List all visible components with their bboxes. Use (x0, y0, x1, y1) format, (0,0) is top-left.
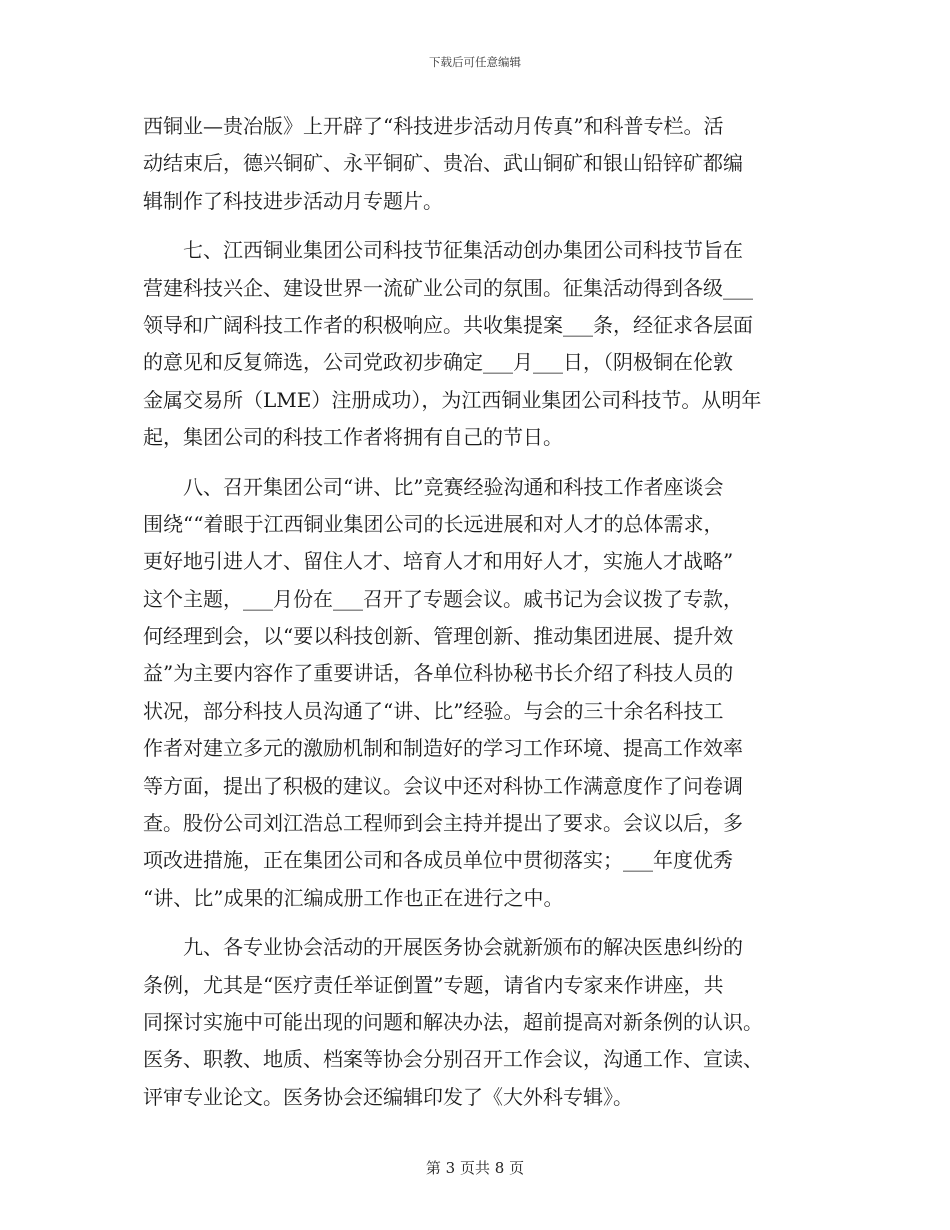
text-line: 查。股份公司刘江浩总工程师到会主持并提出了要求。会议以后，多 (143, 811, 743, 836)
text-line: 动结束后，德兴铜矿、永平铜矿、贵冶、武山铜矿和银山铅锌矿都编 (143, 151, 743, 176)
text-line: 起，集团公司的科技工作者将拥有自己的节日。 (143, 425, 563, 450)
text-line: 条例，尤其是“医疗责任举证倒置”专题，请省内专家来作讲座，共 (143, 972, 724, 997)
text-line: 辑制作了科技进步活动月专题片。 (143, 188, 443, 213)
paragraph (143, 929, 811, 1116)
text-line: 围绕““着眼于江西铜业集团公司的长远进展和对人才的总体需求， (143, 511, 724, 536)
paragraph-gap (143, 457, 811, 469)
text-line: 项改进措施，正在集团公司和各成员单位中贯彻落实；___年度优秀 (143, 848, 733, 873)
text-line: 同探讨实施中可能出现的问题和解决办法，超前提高对新条例的认识。 (143, 1009, 763, 1034)
paragraph-gap (143, 917, 811, 929)
text-line: 九、各专业协会活动的开展医务协会就新颁布的解决医患纠纷的 (143, 935, 743, 960)
text-line: 营建科技兴企、建设世界一流矿业公司的氛围。征集活动得到各级___ (143, 275, 753, 300)
paragraph (143, 108, 811, 220)
text-line: 医务、职教、地质、档案等协会分别召开工作会议，沟通工作、宣读、 (143, 1047, 763, 1072)
text-line: 金属交易所（LME）注册成功），为江西铜业集团公司科技节。从明年 (143, 387, 762, 412)
text-line: 益”为主要内容作了重要讲话，各单位科协秘书长介绍了科技人员的 (143, 661, 734, 686)
text-line: 何经理到会，以“要以科技创新、管理创新、推动集团进展、提升效 (143, 624, 734, 649)
document-body (143, 108, 811, 1116)
text-line: 状况，部分科技人员沟通了“讲、比”经验。与会的三十余名科技工 (143, 698, 724, 723)
text-line: 八、召开集团公司“讲、比”竞赛经验沟通和科技工作者座谈会 (143, 474, 724, 499)
text-line: 更好地引进人才、留住人才、培育人才和用好人才，实施人才战略” (143, 549, 734, 574)
text-line: “讲、比”成果的汇编成册工作也正在进行之中。 (143, 885, 564, 910)
page-header: 下载后可任意编辑 (429, 55, 521, 69)
text-line: 作者对建立多元的激励机制和制造好的学习工作环境、提高工作效率 (143, 736, 743, 761)
paragraph-gap (143, 220, 811, 232)
text-line: 七、江西铜业集团公司科技节征集活动创办集团公司科技节旨在 (143, 238, 743, 263)
text-line: 的意见和反复筛选，公司党政初步确定___月___日，（阴极铜在伦敦 (143, 350, 733, 375)
paragraph (143, 469, 811, 918)
text-line: 这个主题，___月份在___召开了专题会议。戚书记为会议拨了专款， (143, 586, 743, 611)
text-line: 西铜业—贵冶版》上开辟了“科技进步活动月传真”和科普专栏。活 (143, 114, 724, 138)
page-number: 第 3 页共 8 页 (425, 1159, 525, 1177)
text-line: 等方面，提出了积极的建议。会议中还对科协工作满意度作了问卷调 (143, 773, 743, 798)
text-line: 领导和广阔科技工作者的积极响应。共收集提案___条，经征求各层面 (143, 312, 753, 337)
paragraph (143, 232, 811, 456)
text-line: 评审专业论文。医务协会还编辑印发了《大外科专辑》。 (143, 1084, 633, 1109)
